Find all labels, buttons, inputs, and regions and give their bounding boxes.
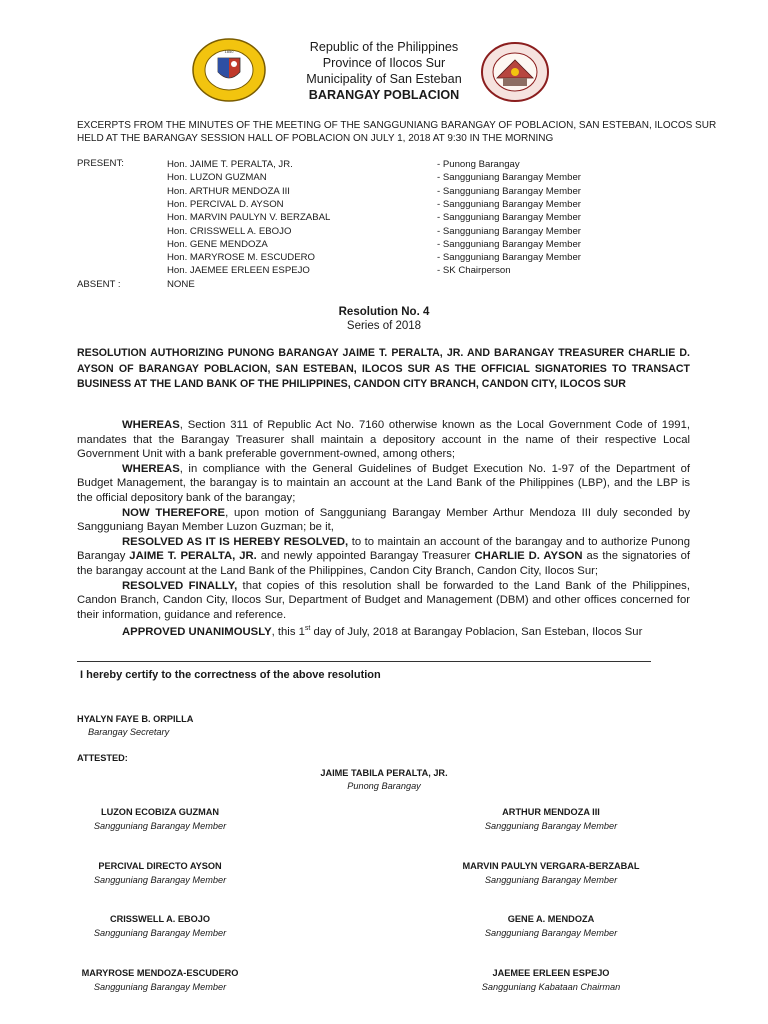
whereas-text-2: , in compliance with the General Guidelines of Budget Execution No. 1-97 of the Department of Budget Management, the barangay is to maintain an account at the Land Bank of the Philippines (LBP), and the LBP is the official depository bank of the barangay; [77,462,690,504]
attested-label: ATTESTED: [77,753,128,763]
resolved-finally-text: that copies of this resolution shall be forwarded to the Land Bank of the Philippines, Candon Branch, Candon City, Ilocos Sur, Department of Budget and Management (DBM) and other offices concerned for their information, guidance and reference. [77,579,690,621]
signatory-role: Sangguniang Barangay Member [484,821,618,831]
member-name: Hon. GENE MENDOZA [167,238,268,250]
member-position: - Punong Barangay [437,159,520,170]
attendance-row [0,211,768,224]
signatory-name: MARVIN PAULYN VERGARA-BERZABAL [462,860,640,871]
member-position: - Sangguniang Barangay Member [437,185,581,197]
member-position: - Sangguniang Barangay Member [437,225,581,237]
signatory-name: ARTHUR MENDOZA III [502,807,600,817]
secretary-role: Barangay Secretary [88,727,170,737]
resolution-number: Resolution No. 4 [338,306,430,318]
now-therefore-text: , upon motion of Sangguniang Barangay Member Arthur Mendoza III duly seconded by Sangguniang Bayan Member Luzon Guzman; be it, [77,506,690,534]
signatory-name: GENE A. MENDOZA [507,914,595,924]
secretary-name: HYALYN FAYE B. ORPILLA [77,714,194,724]
member-name: Hon. LUZON GUZMAN [167,172,267,184]
signatory-name: JAEMEE ERLEEN ESPEJO [492,967,610,978]
resolution-body [77,418,690,640]
approved-paragraph [77,622,690,639]
resolved-finally-paragraph [77,579,690,623]
approved-superscript: st [304,625,311,633]
attendance-row [0,225,768,238]
attendance-row [0,264,768,277]
member-name: Hon. JAIME T. PERALTA, JR. [167,159,293,170]
absent-value: NONE [167,279,195,290]
resolved-text-a: to to maintain an account of the barangay and to authorize Punong Barangay [77,535,690,563]
excerpt-text: EXCERPTS FROM THE MINUTES OF THE MEETING OF THE SANGGUNIANG BARANGAY OF POBLACION, SAN ESTEBAN, ILOCOS SUR HELD AT THE BARANGAY SESSION HALL OF POBLACION ON JULY 1, 2018 AT 9:30 IN THE MORNING [77,120,717,144]
member-name: Hon. PERCIVAL D. AYSON [167,198,284,210]
present-label: PRESENT: [77,158,124,169]
member-name: Hon. MARVIN PAULYN V. BERZABAL [167,212,331,224]
resolution-series: Series of 2018 [346,320,422,332]
header-line-municipality: Municipality of San Esteban [306,72,462,86]
member-name: Hon. CRISSWELL A. EBOJO [167,225,292,237]
resolved-bold-treasurer: CHARLIE D. AYSON [474,550,583,563]
signatory-role: Sangguniang Kabataan Chairman [481,981,621,992]
signatory-name: MARYROSE MENDOZA-ESCUDERO [81,967,239,978]
punong-barangay-role: Punong Barangay [347,781,421,791]
signatory-role: Sangguniang Barangay Member [93,928,227,938]
member-name: Hon. JAEMEE ERLEEN ESPEJO [167,265,310,277]
member-position: - Sangguniang Barangay Member [437,198,581,210]
attendance-row [0,158,768,171]
attendance-row [0,238,768,251]
approved-text-b: day of July, 2018 at Barangay Poblacion, San Esteban, Ilocos Sur [310,626,643,639]
whereas-lead-2: WHEREAS [122,462,180,475]
member-position: - Sangguniang Barangay Member [437,252,581,264]
member-position: - Sangguniang Barangay Member [437,172,581,184]
resolved-lead: RESOLVED AS IT IS HEREBY RESOLVED, [122,535,349,548]
whereas-paragraph-2 [77,462,690,506]
header-line-barangay: BARANGAY POBLACION [308,88,460,102]
signatory-role: Sangguniang Barangay Member [484,928,618,938]
member-position: - Sangguniang Barangay Member [437,212,581,224]
signatory-role: Sangguniang Barangay Member [484,874,618,885]
whereas-text-1: , Section 311 of Republic Act No. 7160 otherwise known as the Local Government Code of 1991, mandates that the Barangay Treasurer shall maintain a depository account in the name of their respective Local Government Unit with a bank preferable government-owned, among others; [77,419,690,461]
svg-text:1850: 1850 [224,49,234,54]
member-name: Hon. MARYROSE M. ESCUDERO [167,252,316,264]
header-line-province: Province of Ilocos Sur [322,56,446,70]
signatory-name: LUZON ECOBIZA GUZMAN [100,807,220,817]
attendance-row [0,198,768,211]
attendance-row [0,251,768,264]
divider-line [77,661,651,662]
header-line-republic: Republic of the Philippines [309,40,459,54]
signatory-role: Sangguniang Barangay Member [93,821,227,831]
resolution-title: RESOLUTION AUTHORIZING PUNONG BARANGAY JAIME T. PERALTA, JR. AND BARANGAY TREASURER CHARLIE D. AYSON OF BARANGAY POBLACION, SAN ESTEBAN, ILOCOS SUR AS THE OFFICIAL SIGNATORIES TO TRANSACT BUSINESS AT THE LAND BANK OF THE PHILIPPINES, CANDON CITY BRANCH, CANDON CITY, ILOCOS SUR [77,347,690,390]
certify-statement: I hereby certify to the correctness of the above resolution [80,669,381,681]
resolved-text-b: and newly appointed Barangay Treasurer [256,550,475,563]
signatory-name: CRISSWELL A. EBOJO [109,914,211,924]
signatory-role: Sangguniang Barangay Member [93,874,227,885]
approved-text-a: , this 1 [271,626,305,639]
resolved-paragraph [77,535,690,579]
member-name: Hon. ARTHUR MENDOZA III [167,185,290,197]
approved-lead: APPROVED UNANIMOUSLY [122,626,272,639]
now-therefore-paragraph [77,506,690,535]
resolved-finally-lead: RESOLVED FINALLY, [122,579,238,592]
attendance-row [0,185,768,198]
absent-label: ABSENT : [77,279,121,290]
whereas-lead-1: WHEREAS [122,419,180,431]
punong-barangay-name: JAIME TABILA PERALTA, JR. [320,768,448,778]
signatory-role: Sangguniang Barangay Member [93,981,227,992]
member-position: - Sangguniang Barangay Member [437,238,581,250]
attendance-row [0,171,768,184]
resolved-bold-punong: JAIME T. PERALTA, JR. [129,550,257,563]
member-position: - SK Chairperson [437,265,511,277]
now-therefore-lead: NOW THEREFORE [122,506,226,519]
whereas-paragraph-1 [77,418,690,462]
signatory-name: PERCIVAL DIRECTO AYSON [98,860,222,871]
resolved-text-c: as the signatories of the barangay account at the Land Bank of the Philippines, Candon City Branch, Candon City, Ilocos Sur; [77,550,690,577]
